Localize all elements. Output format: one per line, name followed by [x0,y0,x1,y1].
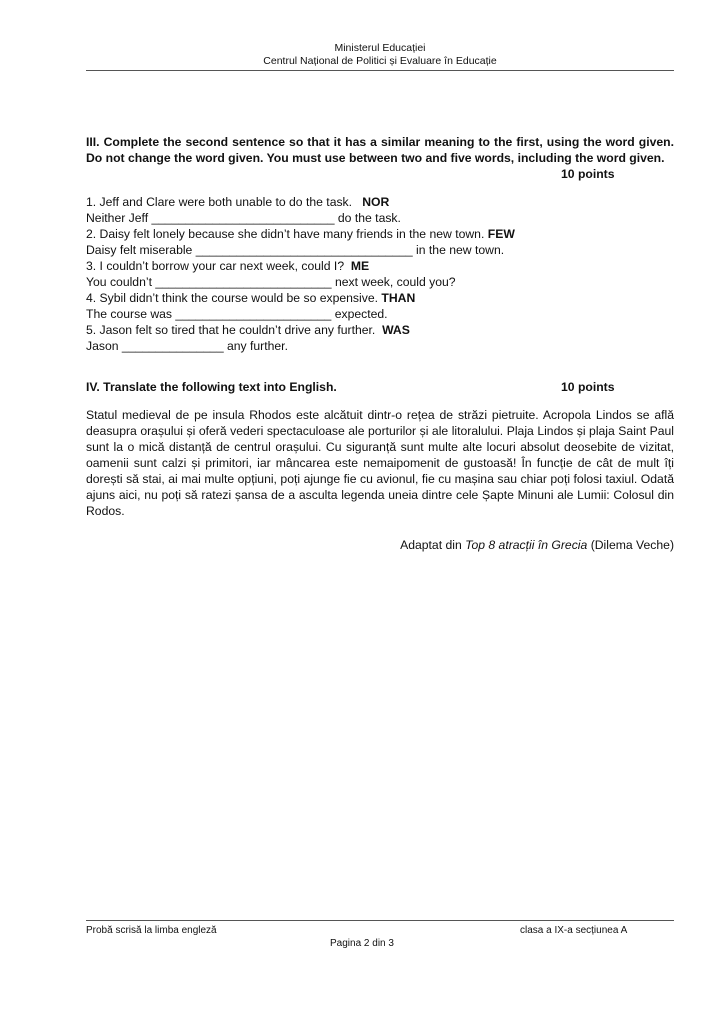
footer-divider [86,920,674,921]
item1-keyword: NOR [362,195,390,209]
item5-keyword: WAS [382,323,410,337]
section4-points: 10 points [561,380,615,394]
item5-blank[interactable]: _______________ [121,339,224,353]
section4-instruction: IV. Translate the following text into English. [86,380,337,394]
item4-sentence: 4. Sybil didn’t think the course would be so expensive. THAN [86,291,416,305]
item2-blank[interactable]: ________________________________ [195,243,413,257]
source-citation: Adaptat din Top 8 atracții în Grecia (Dilema Veche) [400,538,674,552]
header-divider [86,70,674,71]
item4-answer: The course was _______________________ expected. [86,307,388,321]
header-ministry: Ministerul Educației [334,42,426,54]
footer-left: Probă scrisă la limba engleză [86,925,217,936]
section3-instruction: III. Complete the second sentence so that it has a similar meaning to the first, using the word given. Do not change the word given. You must use between two and five words, including the word given. [86,135,674,165]
translation-text: Statul medieval de pe insula Rhodos este alcătuit dintr-o rețea de străzi pietruite. Acropola Lindos se află deasupra orașului și oferă vederi spectaculoase ale porturilor și ale litoralului. Plaja Lindos și plaja Saint Paul sunt la o mică distanță de centrul orașului. Cu siguranță sunt multe alte locuri absolut deosebite de vizitat, oamenii sunt calzi și primitori, iar mâncarea este nemaipomenit de gustoasă! În funcție de cât de mult îți dorești să stai, ai mai multe opțiuni, poți ajunge fie cu avionul, fie cu mașina sau chiar poți folosi taxiul. Odată ajuns aici, nu poți să ratezi șansa de a asculta legenda uneia dintre cele Șapte Minuni ale Lumii: Colosul din Rodos. [86,408,674,518]
item4-blank[interactable]: _______________________ [175,307,332,321]
item3-sentence: 3. I couldn’t borrow your car next week, could I? ME [86,259,370,273]
item3-blank[interactable]: __________________________ [155,275,332,289]
footer-right: clasa a IX-a secțiunea A [520,925,628,936]
item4-keyword: THAN [381,291,416,305]
item2-keyword: FEW [487,227,515,241]
item2-sentence: 2. Daisy felt lonely because she didn’t have many friends in the new town. FEW [86,227,515,241]
item5-answer: Jason _______________ any further. [86,339,288,353]
item5-sentence: 5. Jason felt so tired that he couldn’t drive any further. WAS [86,323,410,337]
item3-answer: You couldn’t __________________________ next week, could you? [86,275,456,289]
item1-answer: Neither Jeff ___________________________ do the task. [86,211,401,225]
item1-blank[interactable]: ___________________________ [151,211,335,225]
item3-keyword: ME [350,259,370,273]
item1-sentence: 1. Jeff and Clare were both unable to do the task. NOR [86,195,390,209]
section3-points: 10 points [561,167,615,181]
item2-answer: Daisy felt miserable ________________________________ in the new town. [86,243,505,257]
page-number: Pagina 2 din 3 [330,938,394,949]
header-center: Centrul Național de Politici și Evaluare în Educație [263,55,497,67]
source-title: Top 8 atracții în Grecia [465,538,588,552]
